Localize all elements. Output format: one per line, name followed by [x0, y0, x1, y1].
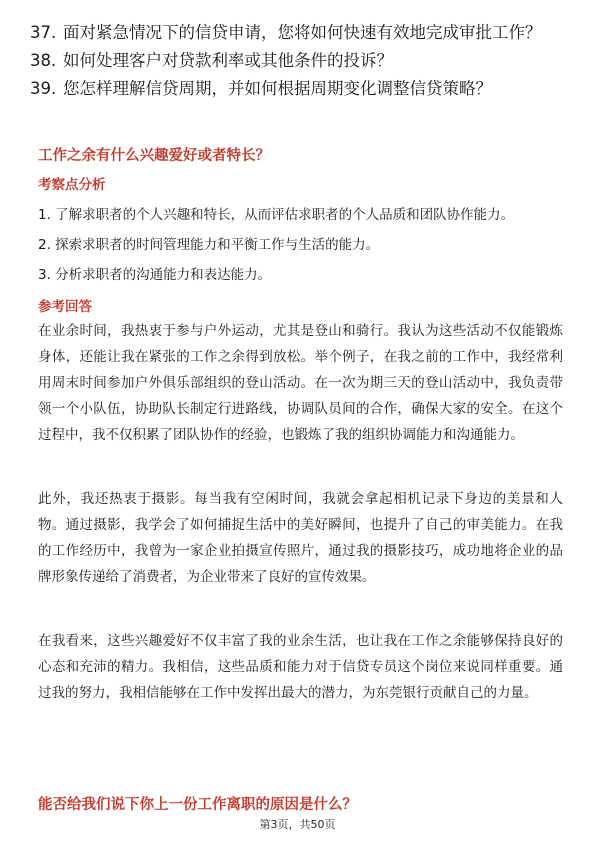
- question-list: [30, 22, 570, 106]
- answer-paragraph: 在我看来，这些兴趣爱好不仅丰富了我的业余生活，也让我在工作之余能够保持良好的心态和充沛的精力。我相信，这些品质和能力对于信贷专员这个岗位来说同样重要。通过我的努力，我相信能够在工作中发挥出最大的潜力，为东莞银行贡献自己的力量。: [38, 633, 563, 701]
- question-item: [30, 50, 570, 72]
- section-heading: 能否给我们说下你上一份工作离职的原因是什么？: [38, 797, 357, 813]
- answer-paragraph: 在业余时间，我热衷于参与户外运动，尤其是登山和骑行。我认为这些活动不仅能锻炼身体，还能让我在紧张的工作之余得到放松。举个例子，在我之前的工作中，我经常利用周末时间参加户外俱乐部组织的登山活动。在一次为期三天的登山活动中，我负责带领一个小队伍，协助队长制定行进路线，协调队员间的合作，确保大家的安全。在这个过程中，我不仅积累了团队协作的经验，也锻炼了我的组织协调能力和沟通能力。: [38, 323, 563, 443]
- question-number: 39.: [30, 79, 57, 98]
- question-item: [30, 78, 570, 100]
- analysis-point: 1. 了解求职者的个人兴趣和特长，从而评估求职者的个人品质和团队协作能力。: [38, 207, 515, 223]
- question-number: 37.: [30, 23, 57, 42]
- analysis-point: 3. 分析求职者的沟通能力和表达能力。: [38, 267, 272, 283]
- question-text: 如何处理客户对贷款利率或其他条件的投诉？: [63, 51, 393, 70]
- analysis-point: 2. 探索求职者的时间管理能力和平衡工作与生活的能力。: [38, 237, 380, 253]
- answer-paragraph: 此外，我还热衷于摄影。每当我有空闲时间，我就会拿起相机记录下身边的美景和人物。通过摄影，我学会了如何捕捉生活中的美好瞬间，也提升了自己的审美能力。在我的工作经历中，我曾为一家企业拍摄宣传照片，通过我的摄影技巧，成功地将企业的品牌形象传递给了消费者，为企业带来了良好的宣传效果。: [38, 491, 563, 585]
- page-footer: 第3页，共50页: [259, 818, 336, 831]
- section-heading: 工作之余有什么兴趣爱好或者特长？: [38, 148, 270, 164]
- interest-section: [38, 146, 563, 706]
- question-item: [30, 22, 570, 44]
- next-question-section: [38, 795, 563, 815]
- question-number: 38.: [30, 51, 57, 70]
- question-text: 您怎样理解信贷周期，并如何根据周期变化调整信贷策略？: [63, 79, 492, 98]
- analysis-title: 考察点分析: [38, 177, 106, 193]
- answer-title: 参考回答: [38, 299, 92, 315]
- question-text: 面对紧急情况下的信贷申请，您将如何快速有效地完成审批工作？: [63, 23, 542, 42]
